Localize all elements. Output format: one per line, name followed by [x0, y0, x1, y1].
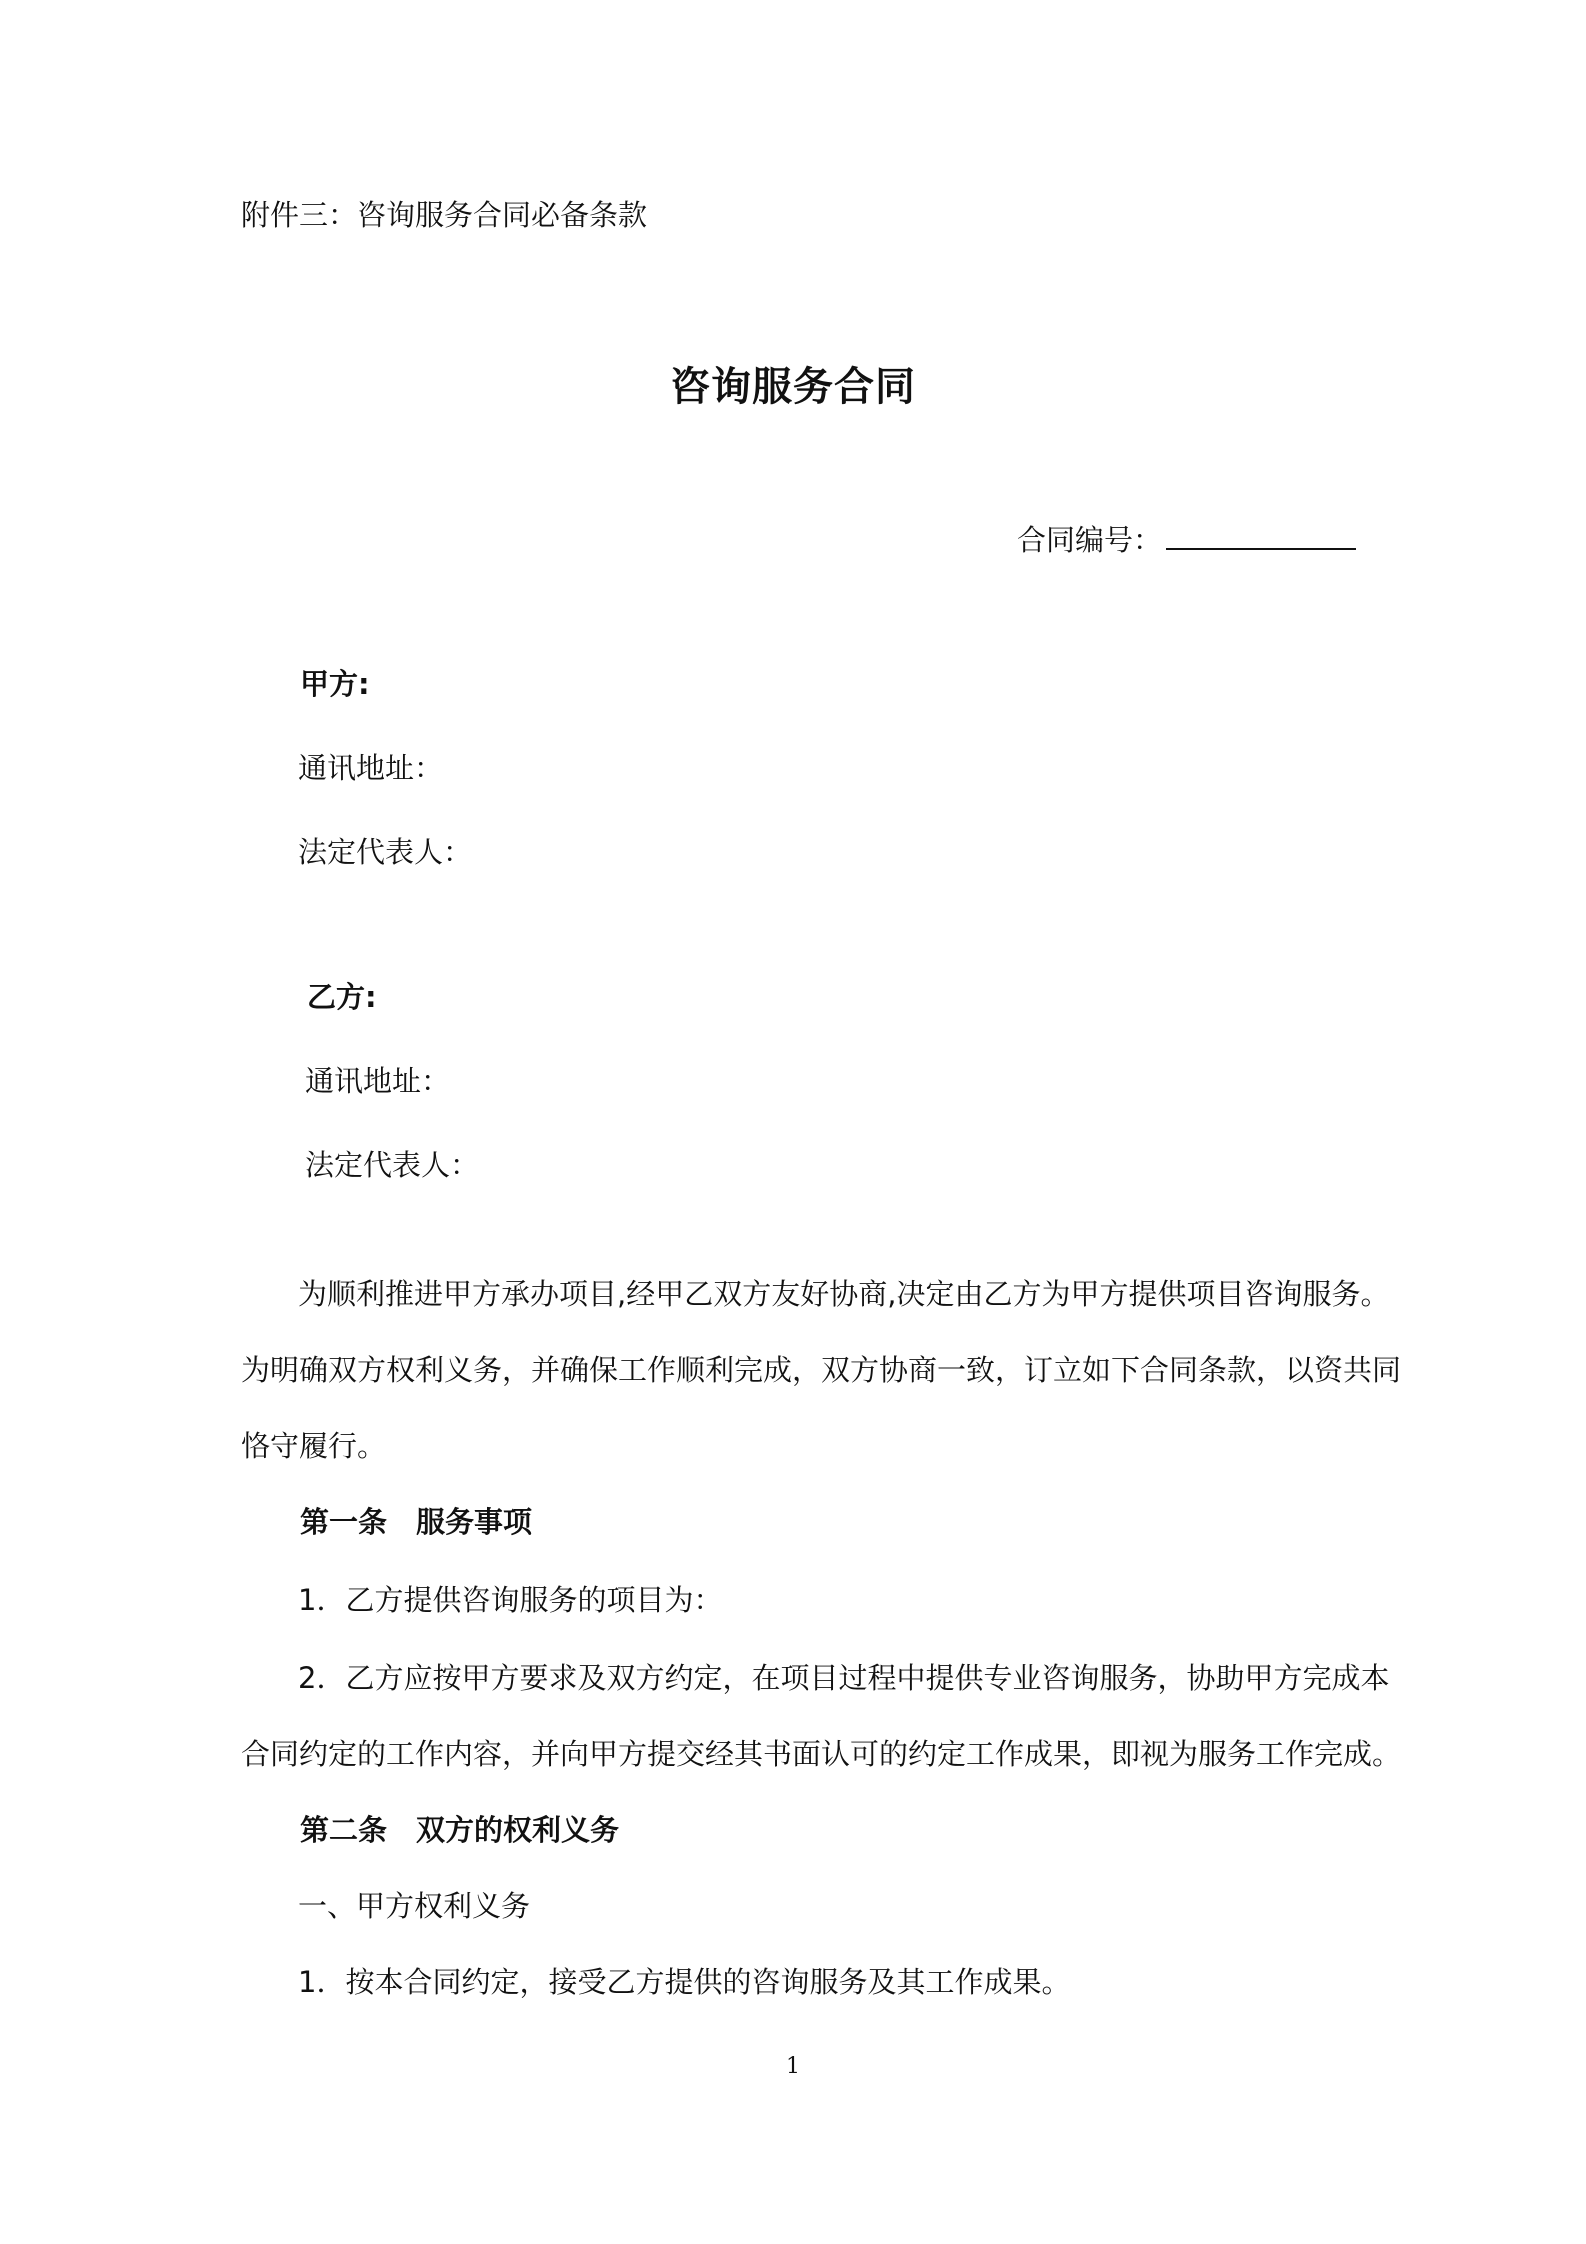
party-b-representative-label: 法定代表人： — [305, 1148, 480, 1182]
contract-number-label: 合同编号： — [1016, 523, 1162, 557]
document-title: 咨询服务合同 — [670, 364, 916, 410]
preamble-line-1: 为顺利推进甲方承办项目,经甲乙双方友好协商,决定由乙方为甲方提供项目咨询服务。 — [298, 1277, 1390, 1311]
party-b-address-label: 通讯地址： — [305, 1064, 451, 1098]
preamble-line-2: 为明确双方权利义务，并确保工作顺利完成，双方协商一致，订立如下合同条款，以资共同 — [241, 1353, 1402, 1387]
page-number: 1 — [786, 2054, 800, 2079]
attachment-heading: 附件三：咨询服务合同必备条款 — [241, 198, 648, 232]
party-a-address-label: 通讯地址： — [298, 751, 444, 785]
preamble-line-3: 恪守履行。 — [241, 1429, 387, 1463]
article-two-subheading: 一、甲方权利义务 — [298, 1889, 531, 1923]
article-one-item-2-line-2: 合同约定的工作内容，并向甲方提交经其书面认可的约定工作成果，即视为服务工作完成。 — [241, 1737, 1402, 1771]
contract-number-line — [1017, 520, 1356, 560]
contract-number-blank — [1166, 520, 1356, 550]
party-a-label: 甲方: — [300, 667, 370, 701]
article-one-item-1: 1．乙方提供咨询服务的项目为： — [298, 1583, 723, 1617]
article-one-item-2-line-1: 2．乙方应按甲方要求及双方约定，在项目过程中提供专业咨询服务，协助甲方完成本 — [298, 1661, 1390, 1695]
article-two-item-1: 1．按本合同约定，接受乙方提供的咨询服务及其工作成果。 — [298, 1965, 1071, 1999]
article-two-heading: 第二条 双方的权利义务 — [300, 1813, 620, 1847]
article-one-heading: 第一条 服务事项 — [300, 1505, 533, 1539]
party-a-representative-label: 法定代表人： — [298, 835, 473, 869]
party-b-label: 乙方: — [307, 980, 377, 1014]
